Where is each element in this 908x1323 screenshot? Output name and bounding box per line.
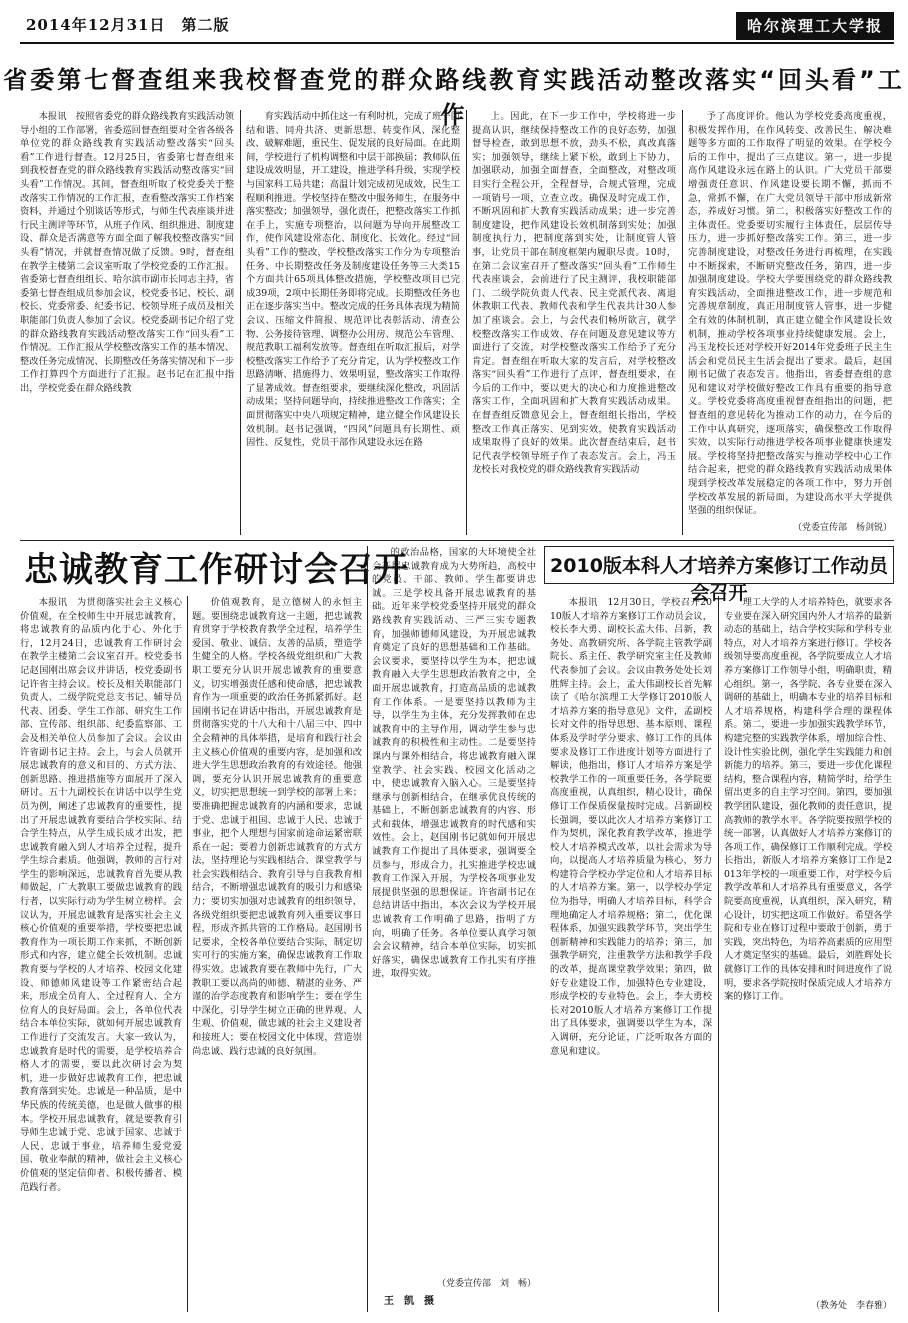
- column-divider: [240, 110, 241, 535]
- article3-byline: （教务处 李春雅）: [810, 1301, 892, 1311]
- header-rule: [20, 42, 894, 44]
- issue-date-edition: 2014年12月31日 第二版: [26, 16, 230, 34]
- article1-column-2: [246, 110, 460, 535]
- photo-credit: 王 凯 摄: [384, 1296, 434, 1307]
- article2-column-3: [372, 546, 536, 1274]
- article1-column-1: [20, 110, 234, 535]
- page-header: [0, 0, 908, 44]
- column-divider: [187, 596, 188, 1312]
- article3-column-2: [724, 596, 892, 1296]
- article3-col2-text: 理工大学的人才培养特色，就要求各专业要在深入研究国内外人才培养的最新动态的基础上，结合学校实际和学科专业特点，对人才培养方案进行修订。学校各级领导要高度重视，各学院要成立人才培养方案修订工作领导小组，明确职责，精心组织。第一，各学院、各专业要在深入调研的基础上，明确本专业的培养目标和人才培养规格，构建科学合理的课程体系。第二，要进一步加强实践教学环节，构建完整的实践教学体系，增加综合性、设计性实验比例，强化学生实践能力和创新能力的培养。第三，要进一步优化课程结构，整合课程内容，精简学时，给学生留出更多的自主学习空间。第四，要加强教学团队建设，强化教师的责任意识，提高教师的教学水平。各学院要按照学校的统一部署，认真做好人才培养方案修订的各项工作，确保修订工作顺利完成。学校长指出，新版人才培养方案修订工作是2013年学校的一项重要工作，对学校今后教学改革和人才培养具有重要意义，各学院要高度重视，认真组织，深入研究，精心设计，切实把这项工作做好。希望各学院和专业在修订过程中要敢于创新，勇于实践，突出特色，为培养高素质的应用型人才奠定坚实的基础。最后，刘胜辉处长就修订工作的具体安排和时间进度作了说明，要求各学院按时保质完成人才培养方案的修订工作。: [724, 597, 892, 1003]
- article3-headline: 2010版本科人才培养方案修订工作动员会召开: [550, 555, 888, 604]
- article2-column-1: [20, 596, 182, 1312]
- article1-col3-text: 上。因此，在下一步工作中，学校将进一步提高认识，继续保持整改工作的良好态势，加强督导检查，敢到思想不放，劲头不松，真改真落实；加强领导，继续上紧下松，敢到上下协力，加强联动，加强全面督查，全面整改，对整改项目实行全程公开，全程督导，合规式管理，完成一项销号一项，立查立改。确保及时完成工作，不断巩固和扩大教育实践活动成果；进一步完善制度建设，把作风建设长效机制落到实处；加强制度执行力，把制度落到实处，让制度管人管事，让党员干部在制度框架内履职尽责。10时，在第二会议室召开了整改落实“回头看”工作师生代表座谈会，会前进行了民主测评，我校职能部门、二级学院负责人代表、民主党派代表、离退休教职工代表、教师代表和学生代表共计30人参加了座谈会。会上，与会代表们畅所欲言，就学校整改落实工作成效、存在问题及意见建议等方面进行了交流，对学校整改落实工作给予了充分肯定。督查组在听取大家的发言后，对学校整改落实“回头看”工作进行了点评，督查组要求，在今后的工作中，要以更大的决心和力度推进整改落实工作，全面巩固和扩大教育实践活动成果。在督查组反馈意见会上，督查组组长指出，学校整改工作真正落实、见到实效，使教育实践活动成果取得了良好的效果。此次督查结束后，赵书记代表学校领导班子作了表态发言。会上，冯玉龙校长对我校党的群众路线教育实践活动: [472, 111, 676, 476]
- article2-col1-text: 本报讯 为贯彻落实社会主义核心价值观，在全校师生中开展忠诚教育，将忠诚教育的品质内化于心、外化于行，12月24日，忠诚教育工作研讨会在教学主楼第二会议室召开。校党委书记赵国刚出席会议并讲话，校党委副书记许省主持会议。校长及相关职能部门负责人、二级学院党总支书记、辅导员代表、团委、学生工作部、研究生工作部、宣传部、组织部、纪委监察部、工会及相关单位人员参加了会议。会议由许省副书记主持。会上，与会人员就开展忠诚教育的意义和目的、方式方法、创新思路、推进措施等方面展开了深入研讨。五十九副校长在讲话中以学生党员为例，阐述了忠诚教育的重要性，提出了开展忠诚教育要结合学校实际、结合学生特点，从学生成长成才出发，把忠诚教育融入到人才培养全过程，提升学生综合素质。他强调，教师的言行对学生的影响深远，忠诚教育首先要从教师做起，广大教职工要做忠诚教育的践行者，以实际行动为学生树立榜样。会议认为，开展忠诚教育是落实社会主义核心价值观的重要举措，学校要把忠诚教育作为一项长期工作来抓，不断创新形式和内容，建立健全长效机制。忠诚教育要与学校的人才培养、校园文化建设、师德师风建设等工作紧密结合起来，形成全员育人、全过程育人、全方位育人的良好局面。会上，各单位代表结合本单位实际，就如何开展忠诚教育工作进行了交流发言。大家一致认为，忠诚教育是时代的需要，是学校培养合格人才的需要，要以此次研讨会为契机，进一步做好忠诚教育工作，把忠诚教育落到实处。忠诚是一种品质，是中华民族的传统美德，也是做人做事的根本。学校开展忠诚教育，就是要教育引导师生忠诚于党、忠诚于国家、忠诚于人民、忠诚于事业，培养师生爱党爱国、敬业奉献的精神，做社会主义核心价值观的坚定信仰者、积极传播者、模范践行者。: [20, 597, 182, 1193]
- column-divider: [367, 546, 368, 1312]
- article3-col1-text: 本报讯 12月30日，学校召开2010版人才培养方案修订工作动员会议，校长李大勇、副校长孟大伟、吕新，教务处、高教研究所、各学院主管教学副院长、系主任、教学研究室主任及教师代表参加了会议。会议由教务处处长刘胜辉主持。会上，孟大伟副校长首先解读了《哈尔滨理工大学修订2010版人才培养方案的指导意见》文件，孟副校长对文件的指导思想、基本原则、课程体系及学时学分要求、修订工作的具体要求及修订工作进度计划等方面进行了解读，他指出，修订人才培养方案是学校教学工作的一项重要任务，各学院要高度重视，认真组织，精心设计，确保修订工作保质保量按时完成。吕新副校长强调，要以此次人才培养方案修订工作为契机，深化教育教学改革，推进学校人才培养模式改革，以社会需求为导向，以提高人才培养质量为核心，努力构建符合学校办学定位和人才培养目标的人才培养方案。第一，以学校办学定位为指导，明确人才培养目标，科学合理地确定人才培养规格；第二，优化课程体系，加强实践教学环节，突出学生创新精神和实践能力的培养；第三，加强教学研究，注重教学方法和教学手段的改革，提高课堂教学效果；第四，做好专业建设工作，加强特色专业建设，形成学校的专业特色。会上，李大勇校长对2010版人才培养方案修订工作提出了具体要求，强调要以学生为本，深入调研，充分论证，广泛听取各方面的意见和建议。: [550, 597, 712, 1057]
- article1-col1-text: 本报讯 按照省委党的群众路线教育实践活动领导小组的工作部署，省委巡回督查组要对全省各级各单位党的群众路线教育实践活动整改落实“回头看”工作进行督查。12月25日，省委第七督查组来到我校督查党的群众路线教育实践活动整改落实“回头看”工作情况。其间，督查组听取了校党委关于整改落实工作情况的工作汇报，查看整改落实工作档案资料，并通过个别谈话等形式，与师生代表座谈并进行民主测评等环节，从班子作风、组织推进、制度建设、群众是否满意等方面全面了解我校整改落实“回头看”情况，并就督查情况做了反馈。9时，督查组在教学主楼第二会议室听取了学校党委的工作汇报。省委第七督查组组长、哈尔滨市副市长同志主持，省委第七督查组成员参加会议，校党委书记、校长、副校长、党委常委、纪委书记、校领导班子成员及相关职能部门负责人参加了会议。校党委副书记介绍了党的群众路线教育实践活动整改落实工作“回头看”工作情况。工作汇报从学校整改落实工作的基本情况、整改任务完成情况、长期整改任务落实情况和下一步工作打算四个方面进行了汇报。赵书记在汇报中指出，学校党委在群众路线教: [20, 111, 234, 394]
- article1-col2-text: 育实践活动中抓住这一有利时机，完成了班子团结和谐、同舟共济、更新思想、转变作风、深化整改、破解难题，重民生、促发展的良好局面。在此期间，学校进行了机构调整和中层干部换届；教师队伍建设成效明显，开工建设，推进学科升级，实现学校与国家科工局共建；高温计划完成初见成效，民生工程顺利推进。学校坚持在整改中服务师生，在服务中落实整改；加强领导，强化责任，把整改落实工作抓在手上，实施专项整治，以问题为导向开展整改工作，使作风建设常态化、制度化、长效化。经过“回头看”工作的整改，学校整改落实工作分为专项整治任务、中长期整改任务及制度建设任务等三大类15个方面共计65项具体整改措施，学校整改项目已完成39项，2项中长期任务即将完成。长期整改任务也正在逐步落实当中。整改完成的任务具体表现为精简会议、压缩文件简报、规范评比表彰活动、清查公物、公务接待管理、调整办公用房、规范公车管理、规范教职工福利发放等。督查组在听取汇报后，对学校整改落实工作给予了充分肯定，认为学校整改工作思路清晰、措施得力、效果明显，整改落实工作取得了显著成效。督查组要求，要继续深化整改，巩固活动成果；坚持问题导向，持续推进整改工作落实；全面贯彻落实中央八项规定精神，建立健全作风建设长效机制。赵书记强调，“四风”问题具有长期性、顽固性、反复性，党员干部作风建设永远在路: [246, 111, 460, 449]
- article1-byline: （党委宣传部 杨剑锐）: [792, 523, 892, 533]
- article2-col2-text: 价值观教育，是立德树人的永恒主题。要围绕忠诚教育这一主题，把忠诚教育贯穿于学校教育教学全过程，培养学生爱国、敬业、诚信、友善的品质，塑造学生健全的人格。学校各级党组织和广大教职工要充分认识开展忠诚教育的重要意义，切实增强责任感和使命感，把忠诚教育作为一项重要的政治任务抓紧抓好。赵国刚书记在讲话中指出，开展忠诚教育是贯彻落实党的十八大和十八届三中、四中全会精神的具体举措，是培育和践行社会主义核心价值观的重要内容，是加强和改进大学生思想政治教育的有效途径。他强调，要充分认识开展忠诚教育的重要意义，切实把思想统一到学校的部署上来；要准确把握忠诚教育的内涵和要求，忠诚于党、忠诚于祖国、忠诚于人民、忠诚于事业，把个人理想与国家前途命运紧密联系在一起；要着力创新忠诚教育的方式方法，坚持理论与实践相结合、课堂教学与社会实践相结合、教育引导与自我教育相结合，不断增强忠诚教育的吸引力和感染力；要切实加强对忠诚教育的组织领导，各级党组织要把忠诚教育列入重要议事日程，形成齐抓共管的工作格局。赵国刚书记要求，全校各单位要结合实际，制定切实可行的实施方案，确保忠诚教育工作取得实效。忠诚教育要在教师中先行，广大教职工要以高尚的师德、精湛的业务、严谨的治学态度教育和影响学生；要在学生中深化，引导学生树立正确的世界观、人生观、价值观，做忠诚的社会主义建设者和接班人；要在校园文化中体现，营造崇尚忠诚、践行忠诚的良好氛围。: [192, 597, 362, 1057]
- article2-headline: 忠诚教育工作研讨会召开: [24, 550, 409, 590]
- article2-byline: （党委宣传部 刘 畅）: [436, 1279, 536, 1289]
- article2-column-2: [192, 596, 362, 1312]
- column-divider: [718, 596, 719, 1312]
- article1-column-3: [472, 110, 676, 535]
- article1-headline: 省委第七督查组来我校督查党的群众路线教育实践活动整改落实“回头看”工作: [3, 66, 905, 129]
- article1-col4-text: 予了高度评价。他认为学校党委高度重视，积极发挥作用，在作风转变、改善民生、解决难题等多方面的工作取得了明显的效果。在学校今后的工作中，提出了三点建议。第一，进一步提高作风建设永远在路上的认识。广大党员干部要增强责任意识、作风建设要长期不懈，抓而不急，常抓不懈，在广大党员领导干部中形成新常态，养成好习惯。第二，积极落实好整改工作的主体责任。党委要切实履行主体责任，层层传导压力，进一步抓好整改落实工作。第三，进一步完善制度建设，对整改任务进行再梳理，在实践中不断探索，不断研究整改任务，第四，进一步加强制度建设。学校大学要围绕党的群众路线教育实践活动，全面推进整改工作，进一步规范和完善规章制度，真正用制度管人管事，进一步健全有效的体制机制，真正建立健全作风建设长效机制，推动学校各项事业持续健康发展。会上，冯玉龙校长还对学校开好2014年党委班子民主生活会和党员民主生活会提出了要求。最后，赵国刚书记做了表态发言。他指出，省委督查组的意见和建议对学校做好整改工作具有重要的指导意义。学校党委将高度重视督查组指出的问题，把督查组的意见转化为推动工作的动力，在今后的工作中认真研究，逐项落实，确保整改工作取得实效，以实际行动推进学校各项事业健康快速发展。学校将坚持把整改落实与推动学校中心工作结合起来，把党的群众路线教育实践活动成果体现到学校改革发展稳定的各项工作中，努力开创学校改革发展的新局面，为建设高水平大学提供坚强的组织保证。: [688, 111, 892, 517]
- column-divider: [466, 110, 467, 535]
- newspaper-name: 哈尔滨理工大学报: [736, 12, 894, 40]
- article1-column-4: [688, 110, 892, 518]
- section-divider: [20, 540, 894, 541]
- article3-column-1: [550, 596, 712, 1312]
- column-divider: [682, 110, 683, 535]
- article2-col3-text: 的政治品格，国家的大环境使全社会开展忠诚教育成为大势所趋，高校中的党员、干部、教师、学生都要讲忠诚。三是学校具备开展忠诚教育的基础。近年来学校党委坚持开展党的群众路线教育实践活动、三严三实专题教育，加强师德师风建设，为开展忠诚教育奠定了良好的思想基础和工作基础。会议要求，要坚持以学生为本，把忠诚教育融入大学生思想政治教育之中，全面开展忠诚教育，打造高品质的忠诚教育工作体系。一是要坚持以教师为主导，以学生为主体，充分发挥教师在忠诚教育中的主导作用，调动学生参与忠诚教育的积极性和主动性。二是要坚持课内与课外相结合，将忠诚教育融入课堂教学、社会实践、校园文化活动之中，使忠诚教育入脑入心。三是要坚持继承与创新相结合，在继承优良传统的基础上，不断创新忠诚教育的内容、形式和载体，增强忠诚教育的时代感和实效性。会上，赵国刚书记就如何开展忠诚教育工作提出了具体要求，强调要全员参与，形成合力，扎实推进学校忠诚教育工作深入开展，为学校各项事业发展提供坚强的思想保证。许省副书记在总结讲话中指出，本次会议为学校开展忠诚教育工作明确了思路，指明了方向，明确了任务。各单位要认真学习领会会议精神，结合本单位实际，切实抓好落实，确保忠诚教育工作扎实有序推进，取得实效。: [372, 547, 536, 980]
